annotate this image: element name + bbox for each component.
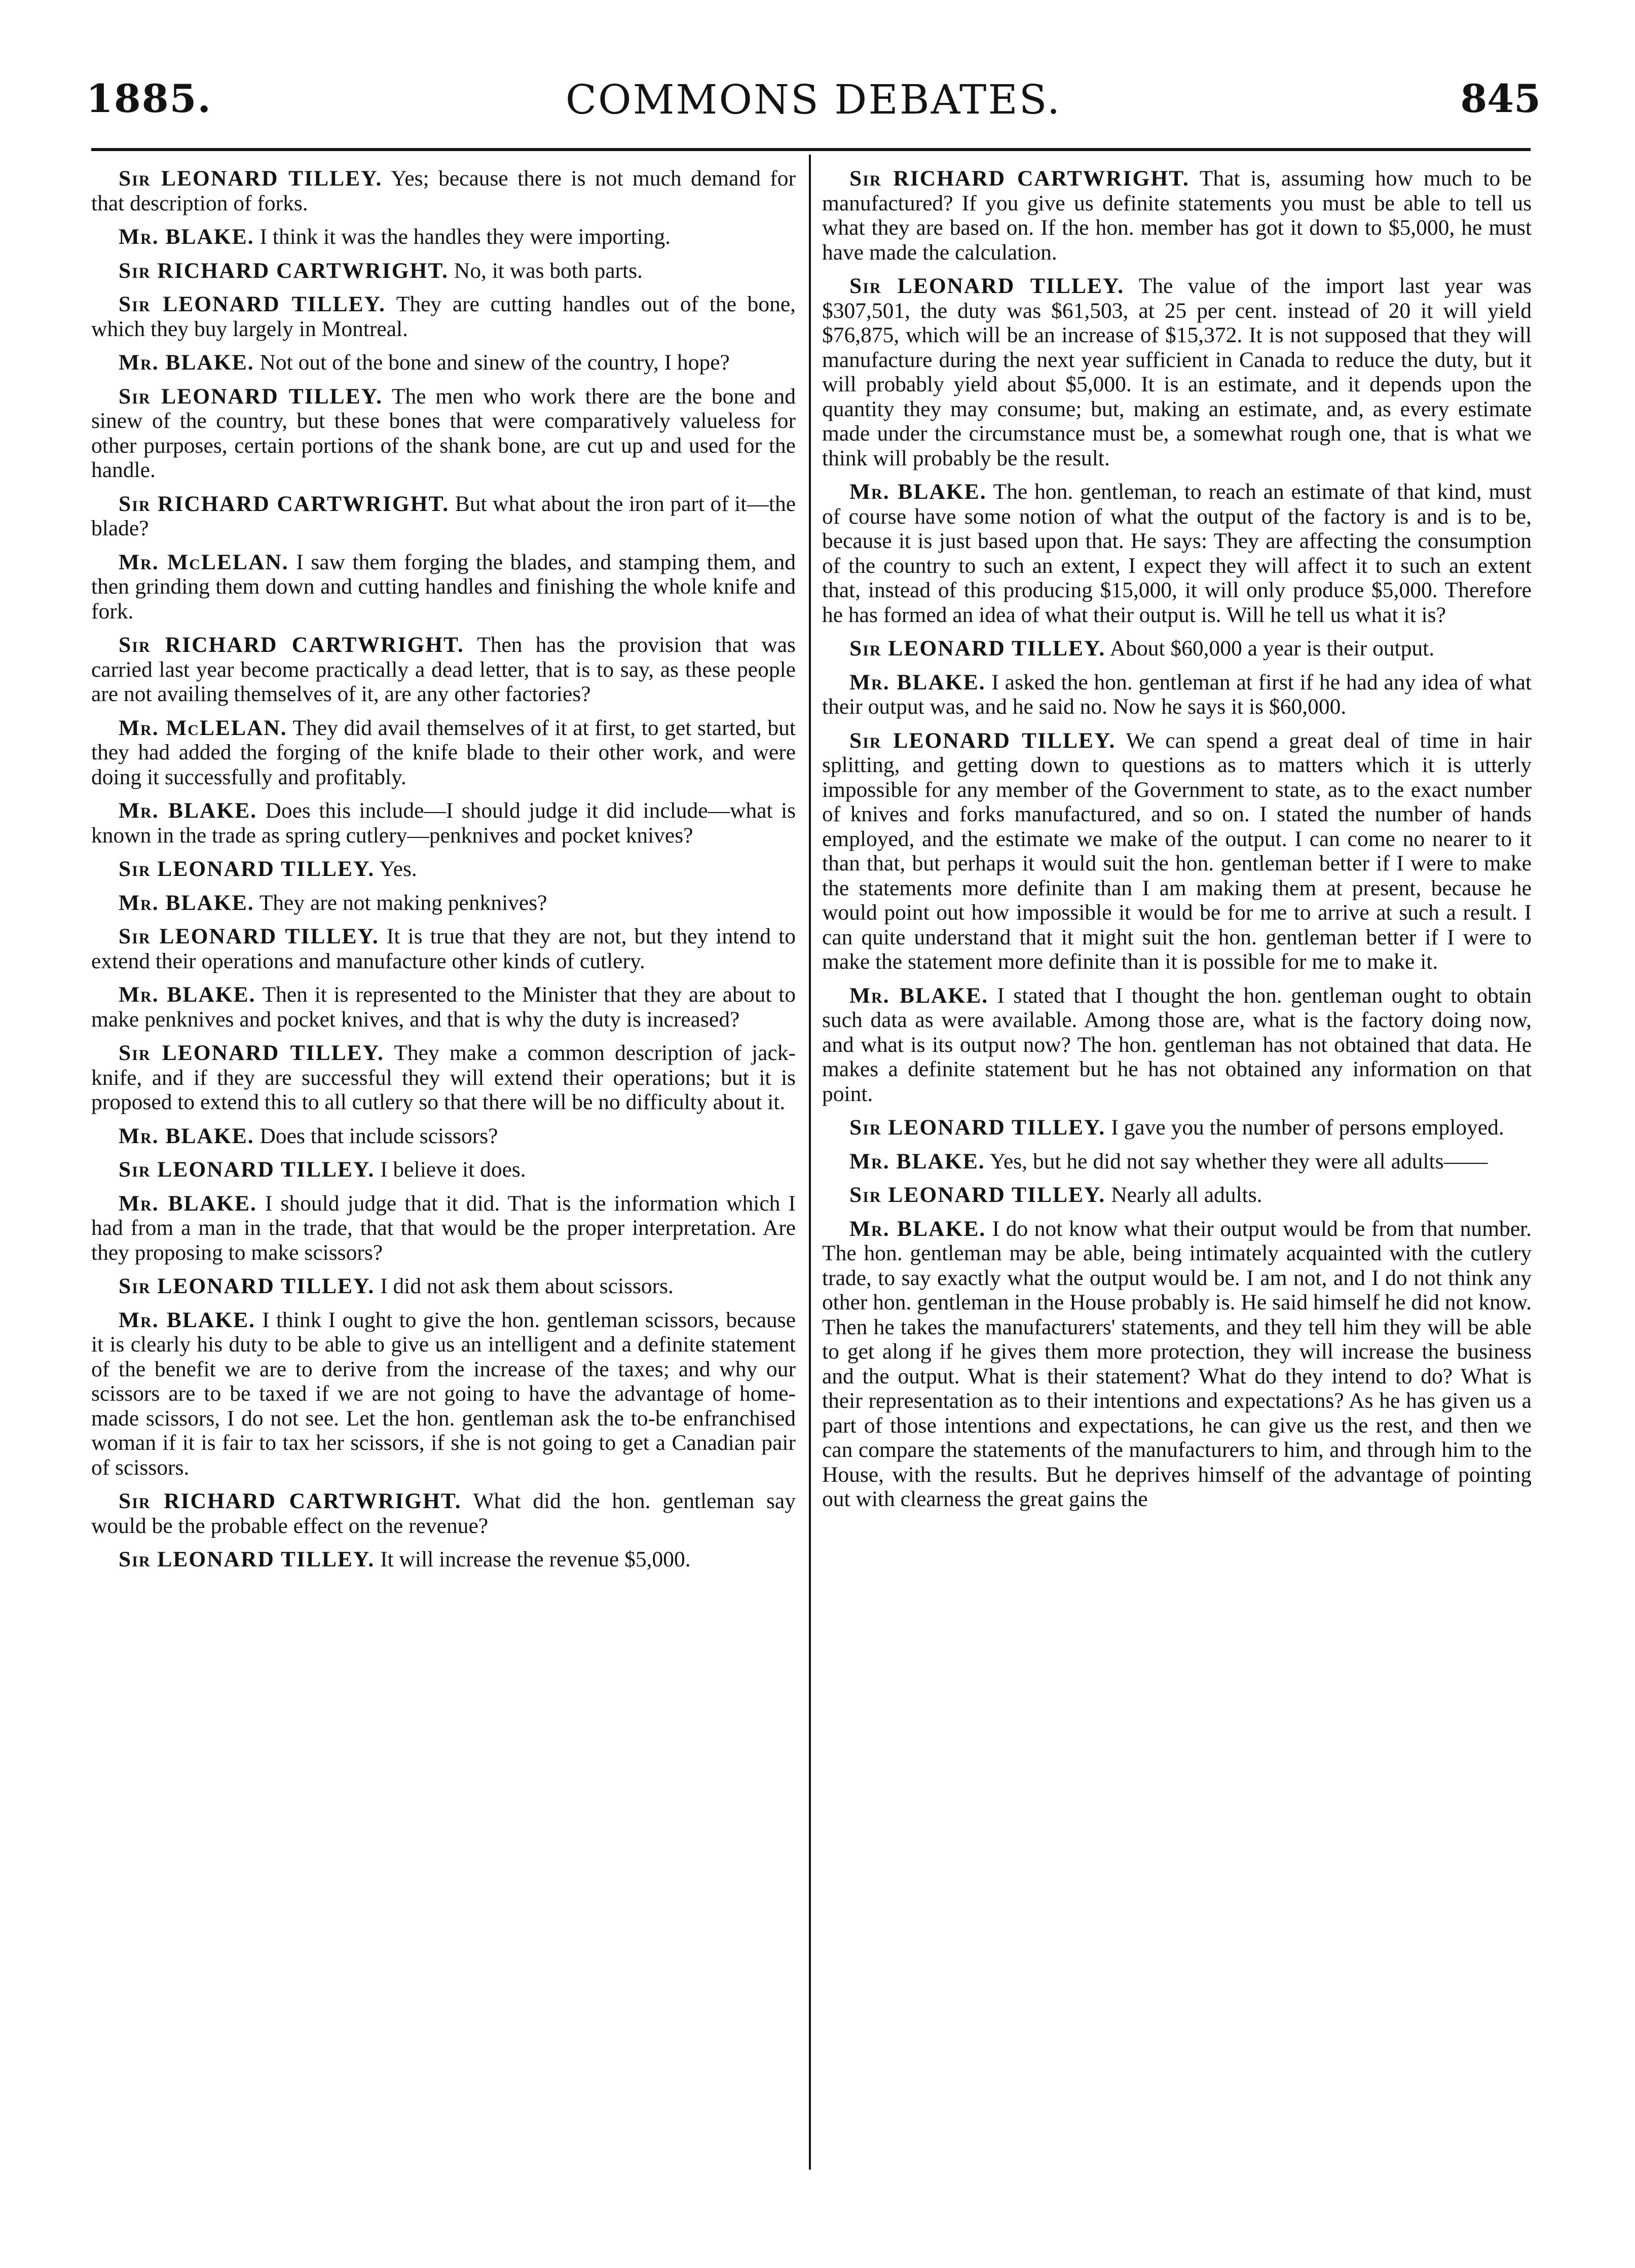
speech-paragraph bbox=[91, 1041, 796, 1115]
speech-paragraph bbox=[91, 1191, 796, 1265]
speech-text: We can spend a great deal of time in hair splitting, and getting down to questions as to matters which it is utterly impossible for any member of the Government to state, as to the exact number of knives and forks manufactured, and so on. I stated the number of hands employed, and the estimate we make of the output. I can come no nearer to it than that, but perhaps it would suit the hon. gentleman better if I were to make the statements more definite than I am making them at present, because he would point out how impossible it would be for me to arrive at such a result. I can quite understand that it might suit the hon. gentleman better if I were to make the statement more definite than it is possible for me to make it. bbox=[822, 728, 1532, 974]
speech-text: They are not making penknives? bbox=[259, 890, 547, 915]
header-rule bbox=[91, 148, 1531, 151]
speech-text: That is, assuming how much to be manufactured? If you give us definite statements you must be able to tell us what they are based on. If the hon. member has got it down to $5,000, he must have made the calculation. bbox=[822, 166, 1532, 265]
speaker-name: Sir LEONARD TILLEY. bbox=[119, 1547, 375, 1571]
speech-text: I gave you the number of persons employed. bbox=[1111, 1115, 1504, 1140]
speech-text: They make a common description of jack-knife, and if they are successful they will extend their operations; but it is proposed to extend this to all cutlery so that there will be no difficulty about it. bbox=[91, 1041, 796, 1114]
speech-text: Then it is represented to the Minister that they are about to make penknives and pocket knives, and that is why the duty is increased? bbox=[91, 982, 796, 1032]
speech-text: They are cutting handles out of the bone, which they buy largely in Montreal. bbox=[91, 292, 796, 341]
speech-paragraph bbox=[91, 292, 796, 341]
speaker-name: Mr. BLAKE. bbox=[849, 480, 987, 504]
speech-text: I did not ask them about scissors. bbox=[380, 1274, 674, 1298]
speech-text: What did the hon. gentleman say would be the probable effect on the revenue? bbox=[91, 1489, 796, 1538]
speech-text: I stated that I thought the hon. gentleman ought to obtain such data as were available. Among those are, what is the factory doing now, and what is its output now? The hon. gentleman has not obtained that data. He makes a definite statement but he has not obtained any information on that point. bbox=[822, 983, 1532, 1106]
header-page-number: 845 bbox=[1460, 76, 1541, 121]
speaker-name: Mr. BLAKE. bbox=[119, 350, 254, 375]
speaker-name: Sir LEONARD TILLEY. bbox=[849, 274, 1125, 298]
speaker-name: Mr. BLAKE. bbox=[119, 1123, 254, 1148]
speech-paragraph bbox=[91, 1547, 796, 1572]
speech-text: The value of the import last year was $307,501, the duty was $61,503, at 25 per cent. instead of 20 it will yield $76,875, which will be an increase of $15,372. It is not supposed that they will manufacture during the next year sufficient in Canada to reduce the duty, but it will probably yield about $5,000. It is an estimate, and it depends upon the quantity they may consume; but, making an estimate, and, as every estimate made under the circumstance must be, a somewhat rough one, that is what we think will probably be the result. bbox=[822, 274, 1532, 470]
speaker-name: Sir RICHARD CARTWRIGHT. bbox=[119, 491, 450, 516]
left-column bbox=[91, 166, 796, 1581]
speech-paragraph bbox=[822, 1115, 1532, 1140]
speech-text: It will increase the revenue $5,000. bbox=[380, 1547, 691, 1571]
speech-text: But what about the iron part of it—the blade? bbox=[91, 491, 796, 540]
speech-paragraph bbox=[91, 550, 796, 624]
speaker-name: Sir LEONARD TILLEY. bbox=[849, 636, 1106, 661]
speech-paragraph bbox=[822, 636, 1532, 661]
speech-paragraph bbox=[822, 670, 1532, 719]
speaker-name: Mr. BLAKE. bbox=[849, 1216, 986, 1241]
speech-text: Does that include scissors? bbox=[259, 1123, 498, 1148]
speech-paragraph bbox=[91, 1157, 796, 1182]
speaker-name: Mr. BLAKE. bbox=[119, 225, 254, 249]
speech-paragraph bbox=[91, 1489, 796, 1538]
speech-paragraph bbox=[91, 166, 796, 215]
speaker-name: Mr. BLAKE. bbox=[119, 1307, 255, 1332]
speech-text: I do not know what their output would be from that number. The hon. gentleman may be able, being intimately acquainted with the cutlery trade, to say exactly what the output would be. I am not, and I do not think any other hon. gentleman in the House probably is. He said himself he did not know. Then he takes the manufacturers' statements, and they tell him they will be able to get along if he gives them more protection, they will increase the business and the output. What is their statement? What do they intend to do? What is their representation as to their intentions and expectations? As he has given us a part of those intentions and expectations, he can give us the rest, and then we can compare the statements of the manufacturers to him, and through him to the House, with the results. But he deprives himself of the advantage of pointing out with clearness the great gains the bbox=[822, 1216, 1532, 1511]
speech-paragraph bbox=[91, 633, 796, 707]
speaker-name: Sir RICHARD CARTWRIGHT. bbox=[119, 258, 449, 283]
speech-text: No, it was both parts. bbox=[454, 258, 643, 283]
speech-paragraph bbox=[91, 857, 796, 882]
speech-text: Does this include—I should judge it did include—what is known in the trade as spring cutlery—penknives and pocket knives? bbox=[91, 798, 796, 848]
speech-text: Then has the provision that was carried last year become practically a dead letter, that is to say, as these people are not availing themselves of it, are any other factories? bbox=[91, 633, 796, 706]
speaker-name: Mr. BLAKE. bbox=[849, 983, 989, 1008]
speech-paragraph bbox=[91, 798, 796, 848]
speaker-name: Mr. BLAKE. bbox=[849, 1149, 985, 1174]
speech-paragraph bbox=[822, 166, 1532, 265]
speech-paragraph bbox=[822, 480, 1532, 627]
speech-paragraph bbox=[91, 350, 796, 375]
speaker-name: Sir LEONARD TILLEY. bbox=[849, 1115, 1106, 1140]
speech-text: The hon. gentleman, to reach an estimate of that kind, must of course have some notion of what the output of the factory is and is to be, because it is just based upon that. He says: They are affecting the consumption of the country to such an extent, I expect they will affect it to such an extent that, instead of this producing $15,000, it will only produce $5,000. Therefore he has formed an idea of what their output is. Will he tell us what it is? bbox=[822, 480, 1532, 627]
speech-text: I should judge that it did. That is the information which I had from a man in the trade, that that would be the proper interpretation. Are they proposing to make scissors? bbox=[91, 1191, 796, 1265]
speaker-name: Sir LEONARD TILLEY. bbox=[119, 1041, 384, 1065]
speaker-name: Sir RICHARD CARTWRIGHT. bbox=[119, 633, 464, 657]
speech-text: About $60,000 a year is their output. bbox=[1109, 636, 1435, 661]
speaker-name: Mr. BLAKE. bbox=[119, 890, 254, 915]
speech-paragraph bbox=[91, 259, 796, 283]
speech-text: I think I ought to give the hon. gentleman scissors, because it is clearly his duty to be able to give us an intelligent and a definite statement of the benefit we are to derive from the increase of the taxes; and why our scissors are to be taxed if we are not going to have the advantage of home-made scissors, I do not see. Let the hon. gentleman ask the to-be enfranchised woman if it is fair to tax her scissors, if she is not going to get a Canadian pair of scissors. bbox=[91, 1307, 796, 1480]
speaker-name: Sir RICHARD CARTWRIGHT. bbox=[849, 166, 1190, 191]
speech-text: They did avail themselves of it at first, to get started, but they had added the forging of the knife blade to their other work, and were doing it successfully and profitably. bbox=[91, 715, 796, 789]
speech-paragraph bbox=[822, 728, 1532, 974]
speaker-name: Mr. BLAKE. bbox=[119, 1191, 257, 1216]
speech-text: I asked the hon. gentleman at first if he had any idea of what their output was, and he said no. Now he says it is $60,000. bbox=[822, 670, 1532, 719]
speaker-name: Sir LEONARD TILLEY. bbox=[119, 1274, 375, 1298]
page-header bbox=[86, 76, 1541, 132]
speech-text: Yes, but he did not say whether they were all adults—— bbox=[989, 1149, 1488, 1174]
speaker-name: Sir LEONARD TILLEY. bbox=[119, 1157, 375, 1182]
speech-paragraph bbox=[91, 225, 796, 249]
speech-paragraph bbox=[822, 274, 1532, 470]
speech-paragraph bbox=[91, 492, 796, 541]
speaker-name: Mr. BLAKE. bbox=[849, 670, 986, 694]
speaker-name: Sir LEONARD TILLEY. bbox=[849, 728, 1116, 753]
speech-text: I think it was the handles they were importing. bbox=[259, 225, 671, 249]
speech-paragraph bbox=[91, 716, 796, 790]
speech-paragraph bbox=[91, 384, 796, 483]
speech-paragraph bbox=[822, 1149, 1532, 1174]
speech-text: Yes; because there is not much demand for that description of forks. bbox=[91, 166, 796, 215]
speech-paragraph bbox=[91, 891, 796, 916]
speech-paragraph bbox=[91, 1308, 796, 1480]
speech-paragraph bbox=[91, 1124, 796, 1149]
header-year: 1885. bbox=[86, 76, 212, 121]
speaker-name: Sir LEONARD TILLEY. bbox=[119, 384, 383, 409]
speech-text: Nearly all adults. bbox=[1111, 1183, 1262, 1207]
speaker-name: Sir LEONARD TILLEY. bbox=[849, 1183, 1106, 1207]
speech-paragraph bbox=[822, 1183, 1532, 1208]
speech-text: I believe it does. bbox=[380, 1157, 526, 1182]
speaker-name: Mr. McLELAN. bbox=[119, 715, 287, 740]
speech-paragraph bbox=[91, 1274, 796, 1299]
speaker-name: Sir LEONARD TILLEY. bbox=[119, 924, 379, 948]
speaker-name: Sir LEONARD TILLEY. bbox=[119, 857, 375, 881]
header-title: COMMONS DEBATES. bbox=[565, 76, 1062, 123]
right-column bbox=[822, 166, 1532, 1521]
speaker-name: Mr. BLAKE. bbox=[119, 982, 256, 1007]
column-divider bbox=[809, 155, 811, 2170]
speech-paragraph bbox=[822, 983, 1532, 1107]
speaker-name: Mr. BLAKE. bbox=[119, 798, 257, 823]
speech-paragraph bbox=[822, 1217, 1532, 1512]
speaker-name: Sir RICHARD CARTWRIGHT. bbox=[119, 1489, 462, 1513]
speech-text: The men who work there are the bone and sinew of the country, but these bones that were comparatively valueless for other purposes, certain portions of the shank bone, are cut up and used for the handle. bbox=[91, 384, 796, 482]
speaker-name: Sir LEONARD TILLEY. bbox=[119, 166, 383, 191]
speech-paragraph bbox=[91, 924, 796, 973]
speech-paragraph bbox=[91, 982, 796, 1032]
speech-text: It is true that they are not, but they intend to extend their operations and manufacture other kinds of cutlery. bbox=[91, 924, 796, 973]
speech-text: Yes. bbox=[379, 857, 417, 881]
speaker-name: Mr. McLELAN. bbox=[119, 550, 289, 574]
speech-text: I saw them forging the blades, and stamping them, and then grinding them down and cutting handles and finishing the whole knife and fork. bbox=[91, 550, 796, 624]
speech-text: Not out of the bone and sinew of the country, I hope? bbox=[259, 350, 730, 375]
speaker-name: Sir LEONARD TILLEY. bbox=[119, 292, 386, 316]
